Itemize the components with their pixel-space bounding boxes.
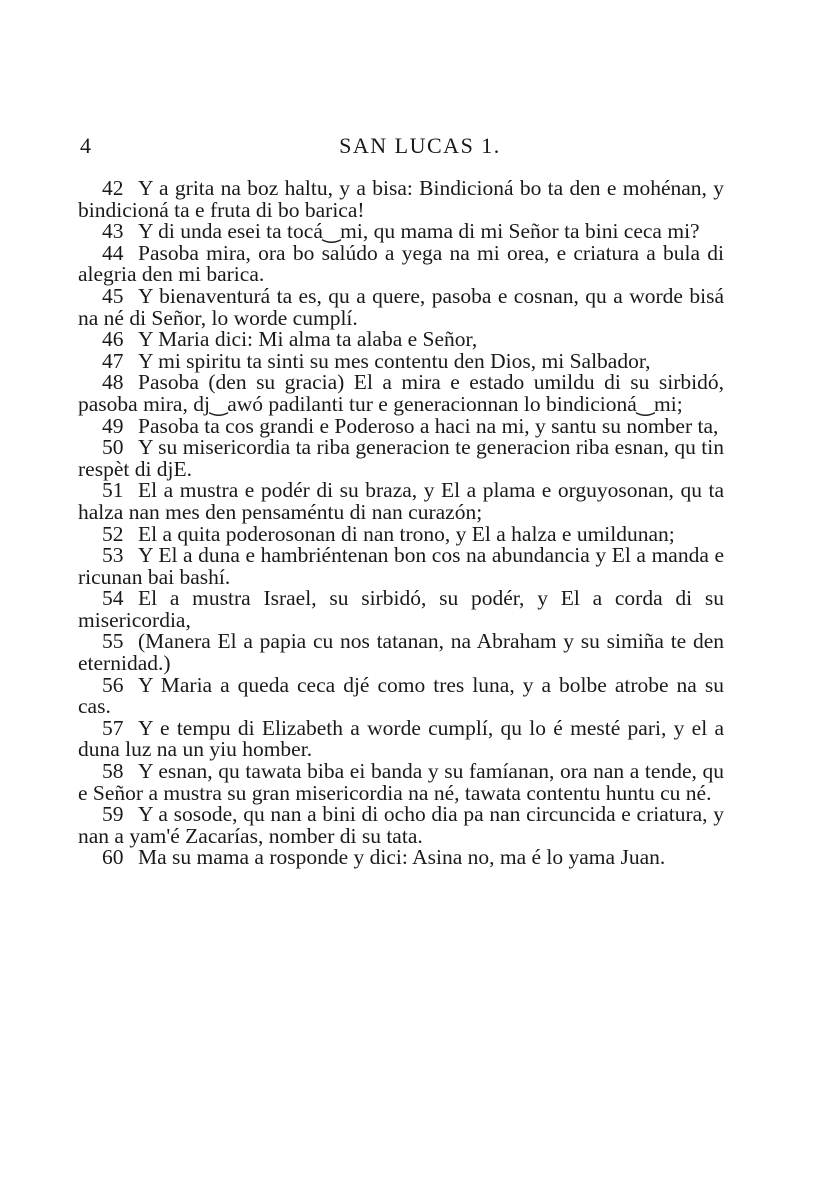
verse-text: Ma su mama a rosponde y dici: Asina no, ma é lo yama Juan. xyxy=(138,845,666,870)
verse-text: Y Maria a queda ceca djé como tres luna, y a bolbe atrobe na su cas. xyxy=(78,672,724,719)
verse xyxy=(78,847,724,869)
verse-number: 50 xyxy=(102,435,124,460)
verse xyxy=(78,521,724,546)
verse xyxy=(78,221,724,243)
verse xyxy=(78,761,724,804)
verse-text: El a mustra e podér di su braza, y El a plama e orguyosonan, qu ta halza nan mes den pensaméntu di nan curazón; xyxy=(78,478,724,524)
verse-text: Y a sosode, qu nan a bini di ocho dia pa nan circuncida e criatura, y nan a yam'é Zacarías, nomber di su tata. xyxy=(78,802,724,848)
verse xyxy=(78,588,724,631)
verse-text: El a mustra Israel, su sirbidó, su podér, y El a corda di su misericordia, xyxy=(78,586,724,632)
verse-text: Y a grita na boz haltu, y a bisa: Bindicioná bo ta den e mohénan, y bindicioná ta e fruta di bo barica! xyxy=(78,176,724,222)
running-title: SAN LUCAS 1. xyxy=(339,133,501,158)
verse-number: 43 xyxy=(102,219,124,244)
verse-number: 47 xyxy=(102,348,124,373)
verse xyxy=(78,672,724,719)
verse-text: Y esnan, qu tawata biba ei banda y su famíanan, ora nan a tende, qu e Señor a mustra su gran misericordia na né, tawata contentu huntu cu né. xyxy=(78,759,724,805)
verse-text: Y Maria dici: Mi alma ta alaba e Señor, xyxy=(138,327,478,352)
verse-text: Pasoba ta cos grandi e Poderoso a haci na mi, y santu su nomber ta, xyxy=(138,413,719,438)
verse-number: 53 xyxy=(102,543,124,568)
verse xyxy=(78,437,724,480)
verse-number: 45 xyxy=(102,283,124,308)
page-number: 4 xyxy=(80,133,91,158)
verse-number: 51 xyxy=(102,478,124,503)
verse-number: 54 xyxy=(102,586,124,611)
verse-number: 56 xyxy=(102,672,124,697)
verse-number: 42 xyxy=(102,176,124,200)
verse xyxy=(78,372,724,415)
verse-text: Y e tempu di Elizabeth a worde cumplí, qu lo é mesté pari, y el a duna luz na un yiu homber. xyxy=(78,715,724,762)
verse-number: 60 xyxy=(102,845,124,870)
verse-text: Y bienaventurá ta es, qu a quere, pasoba e cosnan, qu a worde bisá na né di Señor, lo worde cumplí. xyxy=(78,283,724,330)
verse-text: Y di unda esei ta tocá‿mi, qu mama di mi Señor ta bini ceca mi? xyxy=(138,219,700,244)
verse-text: Y mi spiritu ta sinti su mes contentu den Dios, mi Salbador, xyxy=(138,348,651,373)
verse-number: 46 xyxy=(102,327,124,352)
verse-number: 55 xyxy=(102,629,124,654)
verse xyxy=(78,240,724,287)
verse-text: Y El a duna e hambriéntenan bon cos na abundancia y El a manda e ricunan bai bashí. xyxy=(78,543,724,589)
verse-number: 57 xyxy=(102,715,124,740)
verse xyxy=(78,631,724,674)
verse-text: El a quita poderosonan di nan trono, y El a halza e umildunan; xyxy=(138,521,675,546)
verse xyxy=(78,283,724,330)
verse-list xyxy=(78,178,724,869)
verse-text: Y su misericordia ta riba generacion te generacion riba esnan, qu tin respèt di djE. xyxy=(78,435,724,481)
verse-number: 49 xyxy=(102,413,124,438)
verse-text: Pasoba (den su gracia) El a mira e estado umildu di su sirbidó, pasoba mira, dj‿awó padilanti tur e generacionnan lo bindicioná‿mi; xyxy=(78,370,724,416)
verse-number: 48 xyxy=(102,370,124,395)
verse-number: 52 xyxy=(102,521,124,546)
verse-number: 58 xyxy=(102,759,124,784)
verse xyxy=(78,545,724,588)
verse xyxy=(78,715,724,762)
verse-text: Pasoba mira, ora bo salúdo a yega na mi orea, e criatura a bula di alegria den mi barica. xyxy=(78,240,724,287)
verse xyxy=(78,348,724,373)
verse-number: 59 xyxy=(102,802,124,827)
verse xyxy=(78,804,724,847)
verse xyxy=(78,178,724,221)
verse-number: 44 xyxy=(102,240,124,265)
verse xyxy=(78,413,724,438)
verse xyxy=(78,329,724,351)
verse-text: (Manera El a papia cu nos tatanan, na Abraham y su simiña te den eternidad.) xyxy=(78,629,724,676)
verse xyxy=(78,480,724,523)
